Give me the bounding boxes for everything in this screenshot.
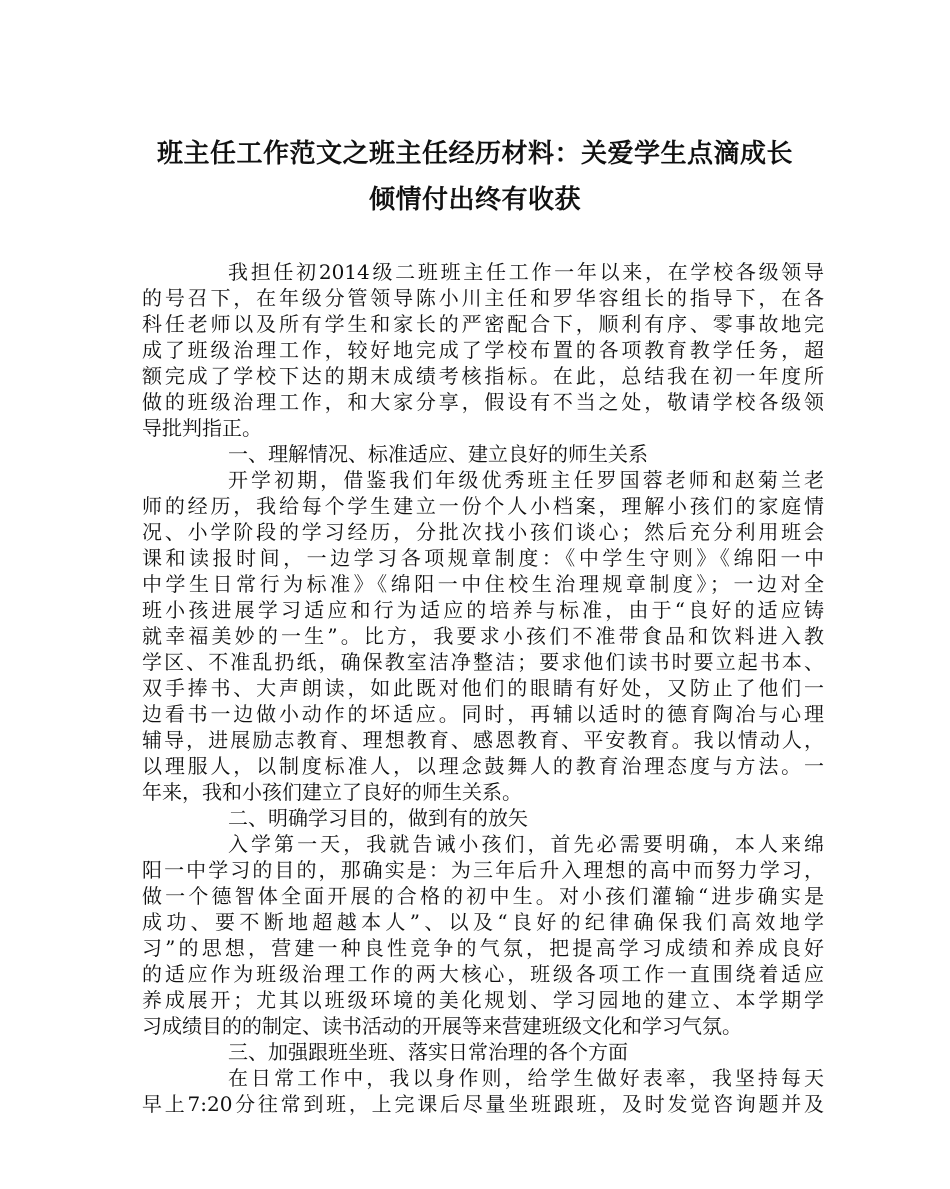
- body-line: 双手捧书、大声朗读，如此既对他们的眼睛有好处，又防止了他们一: [142, 676, 824, 700]
- body-line: 做一个德智体全面开展的合格的初中生。对小孩们灌输“进步确实是: [142, 884, 824, 908]
- body-line: 早上7:20分往常到班，上完课后尽量坐班跟班，及时发觉咨询题并及: [142, 1092, 824, 1116]
- body-line: 年来，我和小孩们建立了良好的师生关系。: [142, 780, 522, 804]
- body-line: 以理服人，以制度标准人，以理念鼓舞人的教育治理态度与方法。一: [142, 754, 824, 778]
- body-line: 科任老师以及所有学生和家长的严密配合下，顺利有序、零事故地完: [142, 312, 824, 336]
- body-line: 入学第一天，我就告诫小孩们，首先必需要明确，本人来绵: [228, 832, 824, 856]
- section-heading: 三、加强跟班坐班、落实日常治理的各个方面: [228, 1040, 628, 1064]
- body-line: 中学生日常行为标准》《绵阳一中住校生治理规章制度》；一边对全: [142, 572, 824, 596]
- body-line: 的号召下，在年级分管领导陈小川主任和罗华容组长的指导下，在各: [142, 286, 824, 310]
- body-line: 学区、不准乱扔纸，确保教室洁净整洁；要求他们读书时要立起书本、: [142, 650, 824, 674]
- body-line: 班小孩进展学习适应和行为适应的培养与标准，由于“良好的适应铸: [142, 598, 824, 622]
- body-line: 成了班级治理工作，较好地完成了学校布置的各项教育教学任务，超: [142, 338, 824, 362]
- body-line: 课和读报时间，一边学习各项规章制度：《中学生守则》《绵阳一中: [142, 546, 824, 570]
- body-line: 阳一中学习的目的，那确实是：为三年后升入理想的高中而努力学习，: [142, 858, 824, 882]
- section-heading: 二、明确学习目的，做到有的放矢: [228, 806, 528, 830]
- body-line: 我担任初2014级二班班主任工作一年以来，在学校各级领导: [228, 260, 824, 284]
- body-line: 的适应作为班级治理工作的两大核心，班级各项工作一直围绕着适应: [142, 962, 824, 986]
- body-line: 就幸福美妙的一生”。比方，我要求小孩们不准带食品和饮料进入教: [142, 624, 824, 648]
- section-heading: 一、理解情况、标准适应、建立良好的师生关系: [228, 442, 648, 466]
- body-line: 况、小学阶段的学习经历，分批次找小孩们谈心；然后充分利用班会: [142, 520, 824, 544]
- body-line: 师的经历，我给每个学生建立一份个人小档案，理解小孩们的家庭情: [142, 494, 824, 518]
- body-line: 导批判指正。: [142, 416, 262, 440]
- body-line: 习”的思想，营建一种良性竞争的气氛，把提高学习成绩和养成良好: [142, 936, 824, 960]
- document-title-line2: 倾情付出终有收获: [368, 185, 581, 215]
- body-line: 额完成了学校下达的期末成绩考核指标。在此，总结我在初一年度所: [142, 364, 824, 388]
- body-line: 在日常工作中，我以身作则，给学生做好表率，我坚持每天: [228, 1066, 824, 1090]
- body-line: 成功、要不断地超越本人”、以及“良好的纪律确保我们高效地学: [142, 910, 824, 934]
- body-line: 养成展开；尤其以班级环境的美化规划、学习园地的建立、本学期学: [142, 988, 824, 1012]
- body-line: 习成绩目的的制定、读书活动的开展等来营建班级文化和学习气氛。: [142, 1014, 742, 1038]
- body-line: 辅导，进展励志教育、理想教育、感恩教育、平安教育。我以情动人，: [142, 728, 824, 752]
- body-line: 边看书一边做小动作的坏适应。同时，再辅以适时的德育陶冶与心理: [142, 702, 824, 726]
- document-title-line1: 班主任工作范文之班主任经历材料：关爱学生点滴成长: [156, 139, 793, 169]
- body-line: 做的班级治理工作，和大家分享，假设有不当之处，敬请学校各级领: [142, 390, 824, 414]
- body-line: 开学初期，借鉴我们年级优秀班主任罗国蓉老师和赵菊兰老: [228, 468, 824, 492]
